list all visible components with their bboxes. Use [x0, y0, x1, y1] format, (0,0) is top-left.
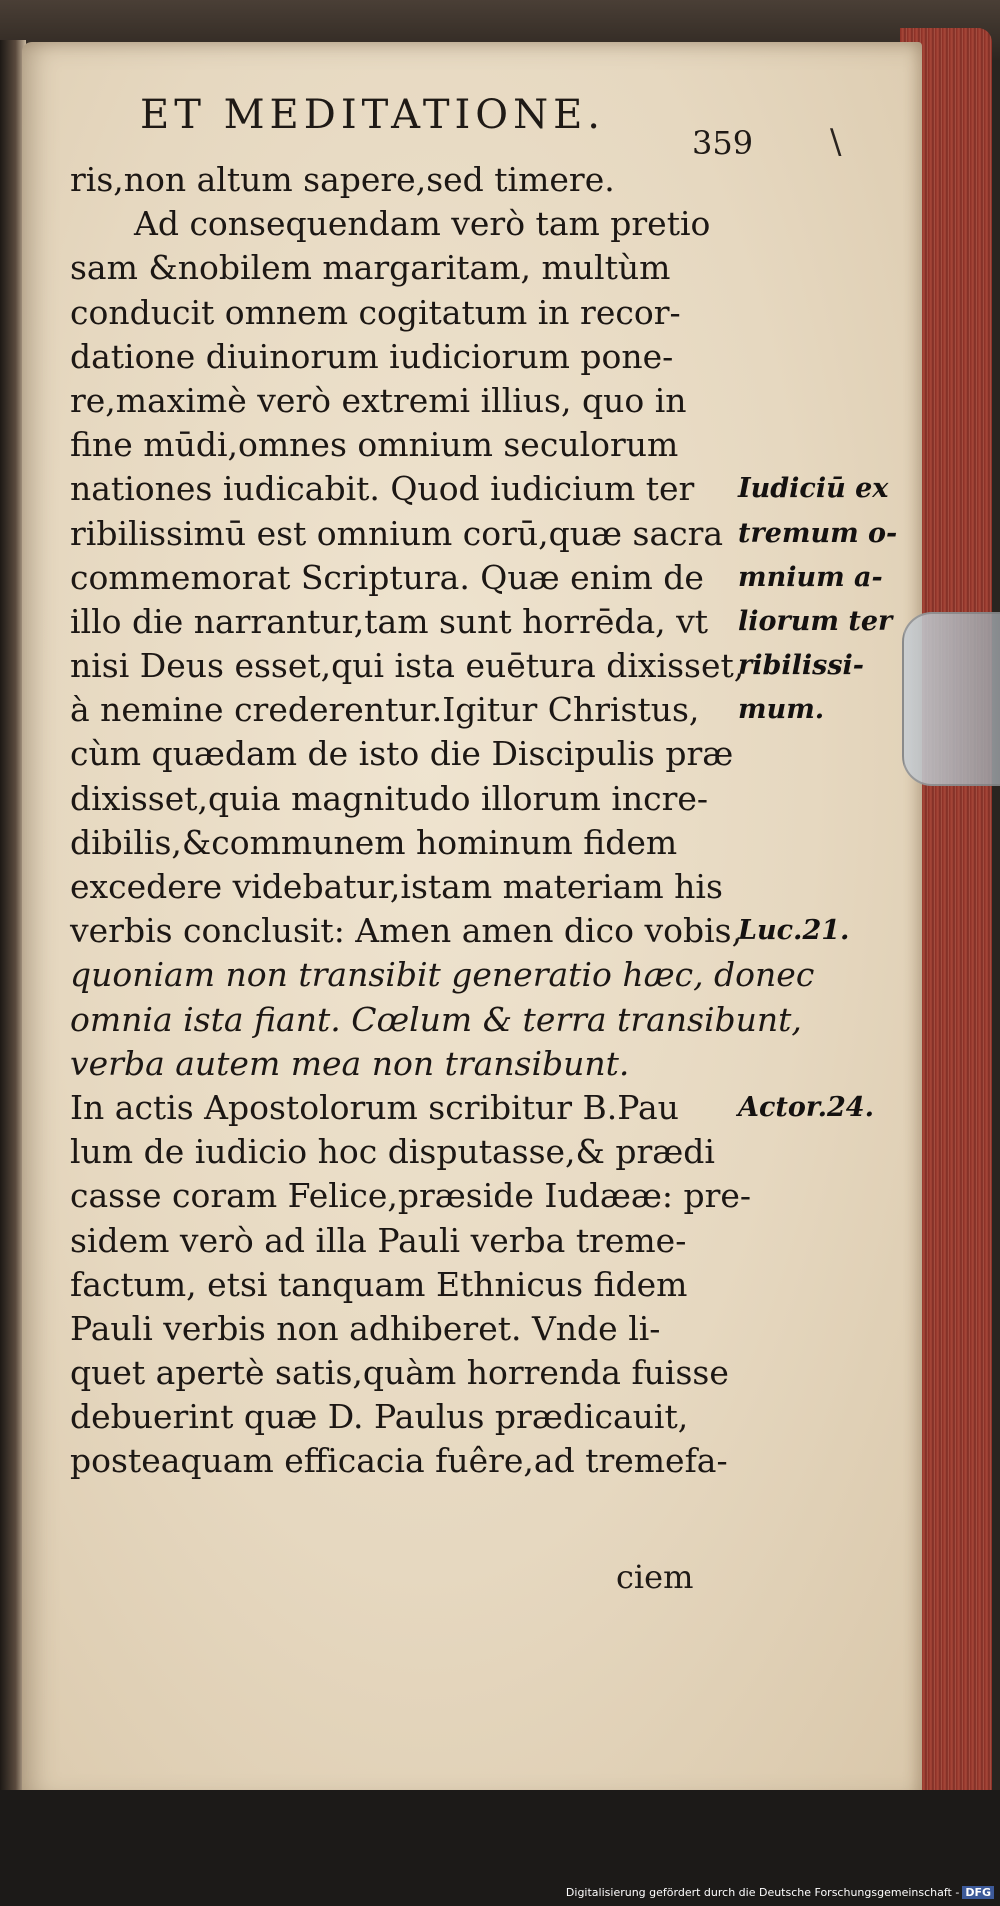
margin-note: tremum o- — [738, 517, 898, 549]
text-line: debuerint quæ D. Paulus prædicauit, — [70, 1397, 689, 1437]
text-line: commemorat Scriptura. Quæ enim de — [70, 557, 704, 597]
text-line: dibilis,&communem hominum fidem — [70, 822, 678, 862]
text-line: cùm quædam de isto die Discipulis præ — [70, 734, 734, 774]
text-line: quoniam non transibit generatio hæc, donec — [70, 955, 815, 995]
catchword: ciem — [616, 1558, 694, 1596]
text-line: excedere videbatur,istam materiam his — [70, 867, 723, 906]
text-line: posteaquam efficacia fuêre,ad tremefa- — [70, 1441, 728, 1481]
text-line: casse coram Felice,præside Iudææ: pre- — [70, 1176, 752, 1216]
page-number: 359 — [692, 124, 754, 162]
digitization-credit — [566, 1886, 994, 1899]
text-line: verbis conclusit: Amen amen dico vobis, — [70, 911, 743, 951]
text-line: re,maximè verò extremi illius, quo in — [70, 380, 687, 420]
text-line: sidem verò ad illa Pauli verba treme- — [70, 1220, 687, 1260]
stray-mark: \ — [830, 122, 842, 162]
text-line: à nemine crederentur.Igitur Christus, — [70, 690, 700, 730]
text-line: Ad consequendam verò tam pretio — [134, 204, 711, 244]
dfg-logo: DFG — [962, 1886, 994, 1899]
text-line: verba autem mea non transibunt. — [70, 1043, 630, 1083]
running-head: ET MEDITATIONE. — [140, 92, 605, 138]
text-line: In actis Apostolorum scribitur B.Pau — [70, 1087, 679, 1127]
text-line: illo die narrantur,tam sunt horrēda, vt — [70, 601, 709, 641]
margin-note: liorum ter — [738, 606, 893, 637]
text-line: ris,non altum sapere,sed timere. — [70, 160, 615, 199]
text-line: conducit omnem cogitatum in recor- — [70, 292, 681, 332]
margin-note: Actor.24. — [738, 1092, 874, 1124]
credit-text: Digitalisierung gefördert durch die Deutsche Forschungsgemeinschaft - — [565, 1886, 960, 1899]
text-line: fine mūdi,omnes omnium seculorum — [70, 425, 679, 465]
text-line: sam &nobilem margaritam, multùm — [70, 248, 671, 288]
text-line: lum de iudicio hoc disputasse,& prædi — [70, 1132, 715, 1172]
text-line: quet apertè satis,quàm horrenda fuisse — [70, 1353, 729, 1393]
page-clip — [902, 612, 1000, 786]
text-line: dixisset,quia magnitudo illorum incre- — [70, 778, 709, 818]
text-line: omnia ista fiant. Cœlum & terra transibunt, — [70, 999, 802, 1039]
margin-note: mum. — [738, 694, 825, 726]
text-line: factum, etsi tanquam Ethnicus fidem — [70, 1264, 688, 1304]
text-line: Pauli verbis non adhiberet. Vnde li- — [70, 1308, 661, 1348]
margin-note: Luc.21. — [738, 915, 850, 947]
text-line: nisi Deus esset,qui ista euētura dixisset, — [70, 646, 745, 686]
margin-note: mnium a- — [738, 561, 883, 593]
text-line: nationes iudicabit. Quod iudicium ter — [70, 469, 695, 509]
margin-note: ribilissi- — [738, 650, 864, 682]
text-line: datione diuinorum iudiciorum pone- — [70, 336, 674, 376]
text-line: ribilissimū est omnium corū,quæ sacra — [70, 513, 724, 553]
margin-note: Iudiciū ex — [738, 473, 889, 505]
